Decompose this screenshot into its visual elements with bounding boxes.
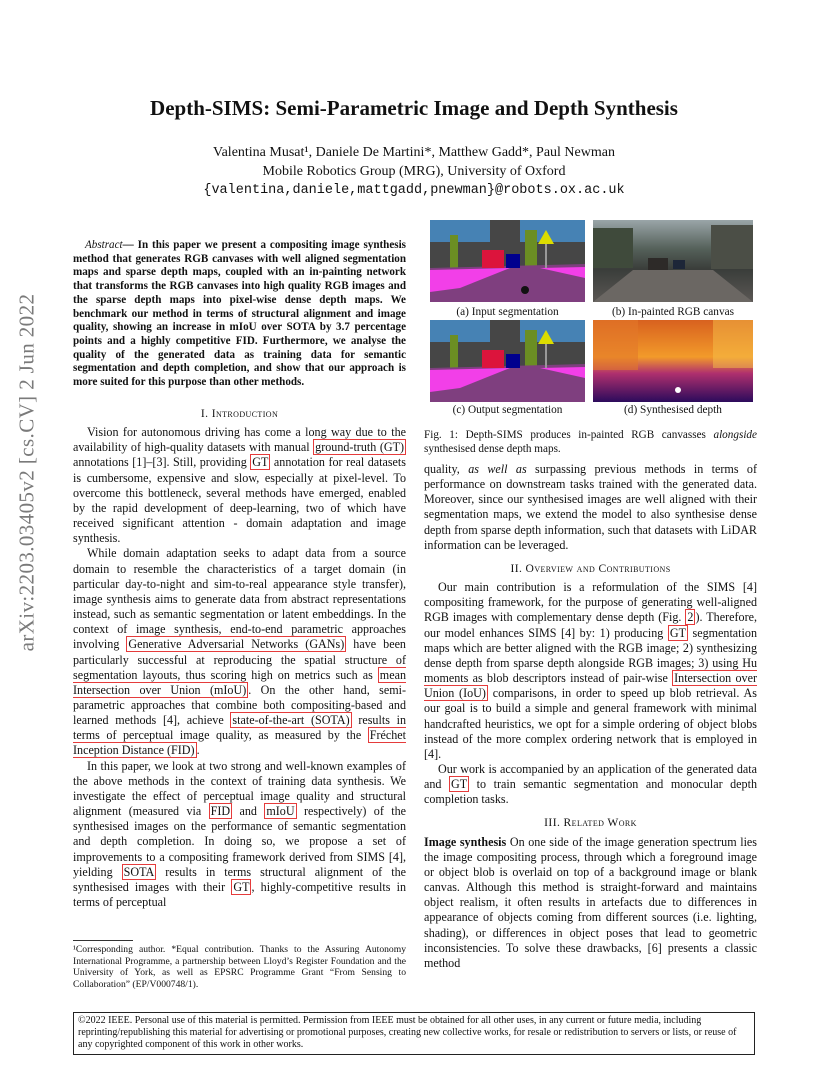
gt-link[interactable]: GT <box>669 625 686 640</box>
sota-link[interactable]: state-of-the-art (SOTA) <box>232 713 350 728</box>
intro-paragraph-2: While domain adaptation seeks to adapt data from a source domain to resemble the characteristics of a target domain (in particular day-to-night and sim-to-real appearance style transfer), image synthesis aims to generate data from abstract representations instead, such as semantic segmentation or latent embeddings. In the context of image synthesis, end-to-end parametric approaches involving Generative Adversarial Networks (GANs) have been particularly successful at reproducing the spatial structure of segmentation layouts, thus scoring high on metrics such as mean Intersection over Union (mIoU) . On the other hand, semi-parametric approaches that combine both compositing-based and learned methods [4], achieve state-of-the-art (SOTA) results in terms of perceptual image quality, as measured by the Fréchet Inception Distance (FID) . <box>73 546 406 758</box>
abstract <box>73 239 406 390</box>
footnote-rule <box>73 940 133 941</box>
caption-b: (b) In-painted RGB canvas <box>611 306 735 318</box>
caption-d: (d) Synthesised depth <box>624 404 722 416</box>
author-block <box>0 143 828 200</box>
footnote: ¹Corresponding author. *Equal contribution. Thanks to the Assuring Autonomy International Programme, a partnership between Lloyd’s Register Foundation and the University of York, as well as EPSRC Programme Grant “From Sensing to Collaboration” (EP/V000748/1). <box>73 944 406 990</box>
gt-link[interactable]: GT <box>233 879 250 894</box>
fid-link[interactable]: Fréchet Inception Distance (FID) <box>73 728 406 758</box>
figure-output-segmentation <box>430 320 585 402</box>
related-work-paragraph: Image synthesis On one side of the image generation spectrum lies the image compositing process, through which a foreground image or object blob is overlaid on top of a background image or blank canvas. Although this method is straight-forward and maintains object realism, it often results in artefacts due to differences in appearance of objects coming from different sources (i.e. lighting, shading), or differences in object poses that lead to geometric inconsistencies. To solve these drawbacks, [6] presents a classic method <box>424 834 758 970</box>
miou-link[interactable]: mean Intersection over Union (mIoU) <box>73 667 406 697</box>
paper-title: Depth-SIMS: Semi-Parametric Image and Depth Synthesis <box>150 96 678 120</box>
fid-link[interactable]: FID <box>210 804 231 819</box>
overview-paragraph-1: Our main contribution is a reformulation of the SIMS [4] compositing framework, for the purpose of generating well-aligned RGB images with complementary dense depth (Fig. 2 ). Therefore, our model enhances SIMS [4] by: 1) producing GT segmentation maps which are better aligned with the RGB image; 2) synthesizing dense depth from sparse depth alongside RGB images; 3) using Hu moments as blob descriptors instead of pair-wise Intersection over Union (IoU) comparisons, in order to speed up blob retrieval. As our goal is to build a simple and general framework with minimal handcrafted heuristics, we opt for a simple ordering of object blobs instead of the more complex ordering network that is employed in [4]. <box>424 580 757 761</box>
intro-paragraph-3: In this paper, we look at two strong and well-known examples of the above methods in the context of training data synthesis. We investigate the effect of perceptual image quality and structural alignment (measured via FID and mIoU respectively) of the synthesised images on the performance of semantic segmentation and depth completion. In doing so, we propose a set of improvements to a compositing framework derived from SIMS [4], yielding SOTA results in terms structural alignment of the synthesised images with their GT , highly-competitive results in terms of perceptual <box>73 758 407 909</box>
copyright-notice: ©2022 IEEE. Personal use of this material is permitted. Permission from IEEE must be obtained for all other uses, in any current or future media, including reprinting/republishing this material for advertising or promotional purposes, creating new collective works, for resale or redistribution to servers or lists, or reuse of any copyrighted component of this work in other works. <box>73 1012 755 1055</box>
gt-link[interactable]: ground-truth (GT) <box>315 440 404 455</box>
affiliation: Mobile Robotics Group (MRG), University of Oxford <box>262 164 566 179</box>
intro-paragraph-1: Vision for autonomous driving has come a long way due to the availability of high-quality datasets with manual ground-truth (GT) annotations [1]–[3]. Still, providing GT annotation for real datasets is cumbersome, expensive and slow, especially at pixel-level. To overcome this bottleneck, several methods have emerged, enabled by the rapid development of deep-learning, two of which have received significant attention - domain adaptation and image synthesis. <box>73 425 406 546</box>
overview-paragraph-2: Our work is accompanied by an application of the generated data and GT to train semantic segmentation and monocular depth completion tasks. <box>424 761 757 807</box>
caption-a: (a) Input segmentation <box>456 306 559 318</box>
abstract-text: — In this paper we present a compositing image synthesis method that generates RGB canvases with well aligned segmentation maps and sparse depth maps, coupled with an in-painting network that transforms the RGB canvases into high quality RGB images and the sparse depth maps into pixel-wise dense depth maps. We benchmark our method in terms of structural alignment and image quality, showing an increase in mIoU over SOTA by 3.7 percentage points and a highly competitive FID. Furthermore, we analyse the quality of the generated data as training data for semantic segmentation and depth completion, and show that our approach is more suited for this purpose than other methods. <box>73 239 406 389</box>
author-list: Valentina Musat¹, Daniele De Martini*, Matthew Gadd*, Paul Newman <box>213 145 615 160</box>
author-emails: {valentina,daniele,mattgadd,pnewman}@robots.ox.ac.uk <box>203 183 625 198</box>
caption-c: (c) Output segmentation <box>452 404 563 416</box>
gt-link[interactable]: GT <box>451 777 468 792</box>
left-column <box>73 400 406 910</box>
figure-1-caption: Fig. 1: Depth-SIMS produces in-painted RGB canvasses alongside synthesised dense depth maps. <box>424 429 757 455</box>
arxiv-stamp: arXiv:2203.03405v2 [cs.CV] 2 Jun 2022 <box>14 293 39 652</box>
figure-inpainted-rgb <box>593 220 753 302</box>
abstract-label: Abstract <box>85 239 123 251</box>
figure-input-segmentation <box>430 220 585 302</box>
section-2-heading: II. Overview and Contributions <box>510 561 671 575</box>
section-3-heading: III. Related Work <box>544 816 637 830</box>
miou-link[interactable]: mIoU <box>266 804 295 819</box>
gt-link[interactable]: GT <box>252 455 269 470</box>
fig-2-link[interactable]: 2 <box>687 610 694 625</box>
section-1-heading: I. Introduction <box>200 407 279 420</box>
gan-link[interactable]: Generative Adversarial Networks (GANs) <box>128 637 345 652</box>
paragraph-continued: quality, as well as surpassing previous methods in terms of performance on downstream tasks trained with the generated data. Moreover, since our synthesised images are well aligned with their segmentation maps, we extend the model to also synthesise dense depth from sparse depth information, such that datasets with LiDAR information can be leveraged. <box>424 462 757 552</box>
right-column <box>424 462 757 971</box>
iou-link[interactable]: Intersection over Union (IoU) <box>424 671 757 701</box>
sota-link[interactable]: SOTA <box>123 864 155 879</box>
figure-synthesised-depth <box>593 320 753 402</box>
